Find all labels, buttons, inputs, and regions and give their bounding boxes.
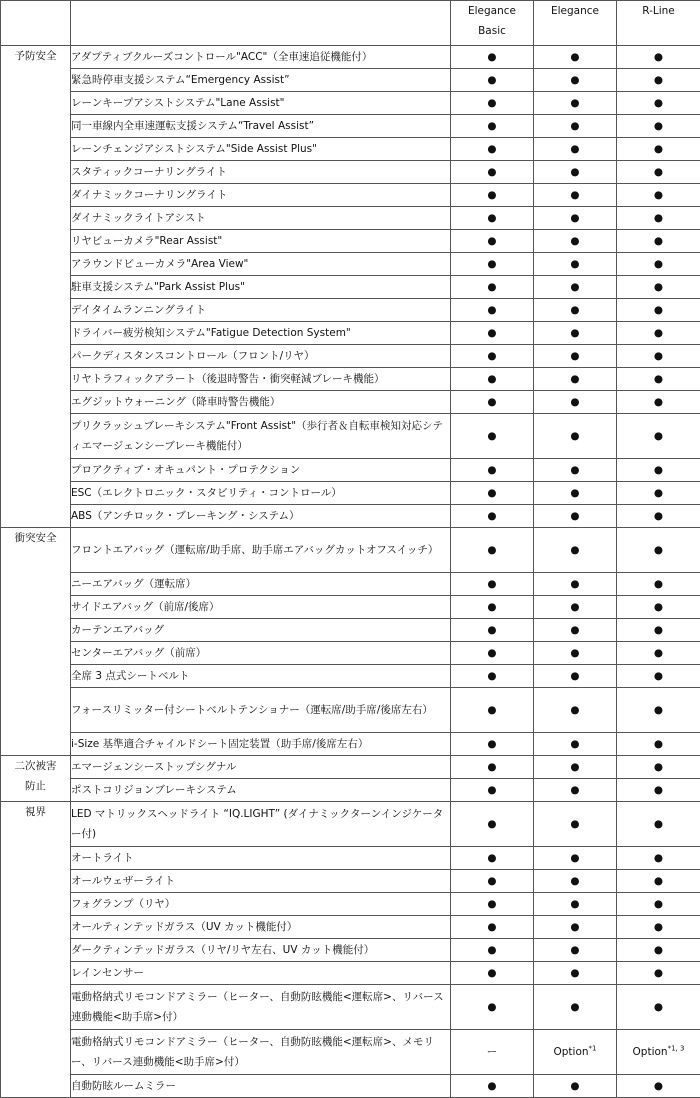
value-r-line: ● xyxy=(617,46,700,69)
value-r-line: ● xyxy=(617,184,700,207)
value-r-line: ● xyxy=(617,368,700,391)
feature-name: フロントエアバッグ（運転席/助手席、助手席エアバッグカットオフスイッチ） xyxy=(71,528,451,573)
value-elegance: ● xyxy=(534,847,617,870)
feature-name: 自動防眩ルームミラー xyxy=(71,1075,451,1098)
table-row xyxy=(1,505,700,528)
table-row xyxy=(1,528,700,573)
feature-name: 同一車線内全車速運転支援システム“Travel Assist” xyxy=(71,115,451,138)
table-row xyxy=(1,596,700,619)
feature-name: パークディスタンスコントロール（フロント/リヤ） xyxy=(71,345,451,368)
value-elegance: ● xyxy=(534,92,617,115)
table-row xyxy=(1,184,700,207)
value-elegance-basic: ● xyxy=(451,46,534,69)
value-r-line: ● xyxy=(617,459,700,482)
feature-name: サイドエアバッグ（前席/後席） xyxy=(71,596,451,619)
value-elegance-basic: ● xyxy=(451,802,534,847)
feature-name: センターエアバッグ（前席） xyxy=(71,642,451,665)
table-row xyxy=(1,619,700,642)
value-r-line: ● xyxy=(617,893,700,916)
value-r-line: ● xyxy=(617,573,700,596)
value-r-line: ● xyxy=(617,161,700,184)
value-elegance: ● xyxy=(534,733,617,756)
table-row xyxy=(1,92,700,115)
value-r-line: ● xyxy=(617,985,700,1030)
table-row xyxy=(1,345,700,368)
value-elegance-basic: ● xyxy=(451,345,534,368)
feature-name: カーテンエアバッグ xyxy=(71,619,451,642)
feature-name: ドライバー疲労検知システム"Fatigue Detection System" xyxy=(71,322,451,345)
value-elegance: ● xyxy=(534,299,617,322)
value-r-line: ● xyxy=(617,299,700,322)
value-elegance: ● xyxy=(534,642,617,665)
value-r-line: ● xyxy=(617,230,700,253)
value-elegance: ● xyxy=(534,276,617,299)
table-row xyxy=(1,573,700,596)
value-elegance-basic: ● xyxy=(451,414,534,459)
table-row xyxy=(1,870,700,893)
category-cell: 視界 xyxy=(1,802,71,1098)
table-row xyxy=(1,802,700,847)
value-elegance: ● xyxy=(534,391,617,414)
value-r-line: ● xyxy=(617,253,700,276)
value-r-line: ● xyxy=(617,1075,700,1098)
feature-name: オートライト xyxy=(71,847,451,870)
feature-name: エグジットウォーニング（降車時警告機能） xyxy=(71,391,451,414)
value-elegance: ● xyxy=(534,138,617,161)
value-elegance-basic: ● xyxy=(451,482,534,505)
value-elegance-basic: ● xyxy=(451,299,534,322)
value-r-line: ● xyxy=(617,916,700,939)
table-row xyxy=(1,459,700,482)
table-row xyxy=(1,276,700,299)
value-elegance: ● xyxy=(534,345,617,368)
feature-name: ポストコリジョンブレーキシステム xyxy=(71,779,451,802)
value-elegance: Option$^{*1}$ xyxy=(534,1030,617,1075)
value-elegance: ● xyxy=(534,115,617,138)
feature-name: スタティックコーナリングライト xyxy=(71,161,451,184)
table-row xyxy=(1,779,700,802)
table-row xyxy=(1,688,700,733)
table-row xyxy=(1,916,700,939)
footnote-ref: *1 xyxy=(589,1045,597,1053)
value-r-line: ● xyxy=(617,528,700,573)
table-row xyxy=(1,391,700,414)
table-row xyxy=(1,985,700,1030)
value-r-line: ● xyxy=(617,619,700,642)
value-elegance-basic: ● xyxy=(451,733,534,756)
table-row xyxy=(1,665,700,688)
value-r-line: ● xyxy=(617,642,700,665)
value-elegance: ● xyxy=(534,505,617,528)
feature-name: エマージェンシーストップシグナル xyxy=(71,756,451,779)
feature-name: ニーエアバッグ（運転席） xyxy=(71,573,451,596)
value-elegance: ● xyxy=(534,779,617,802)
category-cell: 衝突安全 xyxy=(1,528,71,756)
feature-name: ESC（エレクトロニック・スタビリティ・コントロール） xyxy=(71,482,451,505)
feature-name: 駐車支援システム"Park Assist Plus" xyxy=(71,276,451,299)
feature-name: レインセンサー xyxy=(71,962,451,985)
value-elegance-basic: ● xyxy=(451,756,534,779)
table-row xyxy=(1,756,700,779)
value-r-line: ● xyxy=(617,207,700,230)
table-row xyxy=(1,482,700,505)
value-elegance-basic: ● xyxy=(451,893,534,916)
table-row xyxy=(1,962,700,985)
value-elegance-basic: ● xyxy=(451,665,534,688)
value-elegance: ● xyxy=(534,756,617,779)
feature-name: フォースリミッター付シートベルトテンショナー（運転席/助手席/後席左右） xyxy=(71,688,451,733)
value-elegance-basic: ● xyxy=(451,847,534,870)
value-r-line: ● xyxy=(617,756,700,779)
table-row xyxy=(1,642,700,665)
value-elegance: ● xyxy=(534,893,617,916)
value-elegance-basic: ー xyxy=(451,1030,534,1075)
feature-name: オールティンテッドガラス（UV カット機能付） xyxy=(71,916,451,939)
value-elegance: ● xyxy=(534,184,617,207)
value-elegance-basic: ● xyxy=(451,92,534,115)
value-r-line: ● xyxy=(617,322,700,345)
value-r-line: ● xyxy=(617,870,700,893)
value-r-line: ● xyxy=(617,962,700,985)
header-blank-category xyxy=(1,1,71,46)
table-row xyxy=(1,46,700,69)
value-r-line: Option$^{*1, 3}$ xyxy=(617,1030,700,1075)
value-elegance: ● xyxy=(534,253,617,276)
value-r-line: ● xyxy=(617,414,700,459)
feature-name: フォグランプ（リヤ） xyxy=(71,893,451,916)
value-r-line: ● xyxy=(617,939,700,962)
table-row xyxy=(1,1075,700,1098)
table-row xyxy=(1,253,700,276)
value-r-line: ● xyxy=(617,276,700,299)
category-cell: 予防安全 xyxy=(1,46,71,528)
feature-name: リヤトラフィックアラート（後退時警告・衝突軽減ブレーキ機能） xyxy=(71,368,451,391)
grade-header-r-line: R-Line xyxy=(617,1,700,46)
value-elegance: ● xyxy=(534,322,617,345)
value-elegance: ● xyxy=(534,368,617,391)
feature-name: 全席 3 点式シートベルト xyxy=(71,665,451,688)
value-elegance-basic: ● xyxy=(451,138,534,161)
spec-table-body xyxy=(1,46,700,1098)
value-elegance: ● xyxy=(534,939,617,962)
footnote-ref: *1, 3 xyxy=(668,1045,685,1053)
value-elegance: ● xyxy=(534,962,617,985)
value-elegance-basic: ● xyxy=(451,962,534,985)
value-elegance: ● xyxy=(534,46,617,69)
grade-header-elegance-basic: Elegance Basic xyxy=(451,1,534,46)
table-row xyxy=(1,1030,700,1075)
value-elegance-basic: ● xyxy=(451,573,534,596)
grade-header-elegance: Elegance xyxy=(534,1,617,46)
table-row xyxy=(1,322,700,345)
value-elegance-basic: ● xyxy=(451,1075,534,1098)
value-elegance: ● xyxy=(534,482,617,505)
value-r-line: ● xyxy=(617,505,700,528)
feature-name: アラウンドビューカメラ"Area View" xyxy=(71,253,451,276)
feature-name: i-Size 基準適合チャイルドシート固定装置（助手席/後席左右） xyxy=(71,733,451,756)
value-elegance-basic: ● xyxy=(451,459,534,482)
value-r-line: ● xyxy=(617,115,700,138)
value-r-line: ● xyxy=(617,665,700,688)
value-r-line: ● xyxy=(617,779,700,802)
value-elegance-basic: ● xyxy=(451,322,534,345)
feature-name: ダークティンテッドガラス（リヤ/リヤ左右、UV カット機能付） xyxy=(71,939,451,962)
value-elegance-basic: ● xyxy=(451,207,534,230)
value-elegance: ● xyxy=(534,69,617,92)
value-elegance: ● xyxy=(534,573,617,596)
feature-name: プリクラッシュブレーキシステム"Front Assist"（歩行者＆自転車検知対応シティエマージェンシーブレーキ機能付） xyxy=(71,414,451,459)
table-row xyxy=(1,893,700,916)
value-elegance-basic: ● xyxy=(451,276,534,299)
value-elegance-basic: ● xyxy=(451,253,534,276)
feature-name: 緊急時停車支援システム“Emergency Assist” xyxy=(71,69,451,92)
value-r-line: ● xyxy=(617,688,700,733)
value-elegance: ● xyxy=(534,528,617,573)
table-row xyxy=(1,368,700,391)
value-elegance-basic: ● xyxy=(451,69,534,92)
value-elegance-basic: ● xyxy=(451,939,534,962)
value-elegance-basic: ● xyxy=(451,985,534,1030)
feature-name: ダイナミックコーナリングライト xyxy=(71,184,451,207)
value-r-line: ● xyxy=(617,482,700,505)
value-r-line: ● xyxy=(617,802,700,847)
value-elegance: ● xyxy=(534,916,617,939)
value-r-line: ● xyxy=(617,69,700,92)
feature-name: リヤビューカメラ"Rear Assist" xyxy=(71,230,451,253)
table-row xyxy=(1,115,700,138)
feature-name: LED マトリックスヘッドライト “IQ.LIGHT” (ダイナミックターンインジケーター付) xyxy=(71,802,451,847)
value-elegance-basic: ● xyxy=(451,505,534,528)
feature-name: レーンキープアシストシステム"Lane Assist" xyxy=(71,92,451,115)
value-elegance-basic: ● xyxy=(451,230,534,253)
value-elegance-basic: ● xyxy=(451,916,534,939)
feature-name: ダイナミックライトアシスト xyxy=(71,207,451,230)
value-r-line: ● xyxy=(617,92,700,115)
value-elegance-basic: ● xyxy=(451,642,534,665)
table-row xyxy=(1,161,700,184)
value-elegance-basic: ● xyxy=(451,870,534,893)
value-elegance: ● xyxy=(534,688,617,733)
value-elegance-basic: ● xyxy=(451,115,534,138)
value-elegance-basic: ● xyxy=(451,688,534,733)
category-cell: 二次被害 防止 xyxy=(1,756,71,802)
value-elegance: ● xyxy=(534,870,617,893)
value-elegance: ● xyxy=(534,414,617,459)
header-row xyxy=(1,1,700,46)
table-row xyxy=(1,299,700,322)
value-elegance: ● xyxy=(534,619,617,642)
table-row xyxy=(1,207,700,230)
value-elegance-basic: ● xyxy=(451,184,534,207)
value-elegance-basic: ● xyxy=(451,528,534,573)
value-elegance: ● xyxy=(534,230,617,253)
value-elegance: ● xyxy=(534,207,617,230)
value-elegance-basic: ● xyxy=(451,619,534,642)
value-r-line: ● xyxy=(617,345,700,368)
value-elegance-basic: ● xyxy=(451,596,534,619)
value-r-line: ● xyxy=(617,596,700,619)
value-r-line: ● xyxy=(617,733,700,756)
feature-name: レーンチェンジアシストシステム"Side Assist Plus" xyxy=(71,138,451,161)
value-elegance-basic: ● xyxy=(451,161,534,184)
table-row xyxy=(1,69,700,92)
value-elegance-basic: ● xyxy=(451,368,534,391)
value-elegance: ● xyxy=(534,985,617,1030)
table-row xyxy=(1,230,700,253)
feature-name: オールウェザーライト xyxy=(71,870,451,893)
header-blank-feature xyxy=(71,1,451,46)
feature-name: ABS（アンチロック・ブレーキング・システム） xyxy=(71,505,451,528)
feature-name: デイタイムランニングライト xyxy=(71,299,451,322)
value-elegance: ● xyxy=(534,596,617,619)
value-elegance: ● xyxy=(534,1075,617,1098)
feature-name: プロアクティブ・オキュパント・プロテクション xyxy=(71,459,451,482)
table-row xyxy=(1,414,700,459)
table-row xyxy=(1,847,700,870)
table-row xyxy=(1,138,700,161)
value-r-line: ● xyxy=(617,391,700,414)
value-elegance-basic: ● xyxy=(451,391,534,414)
feature-name: 電動格納式リモコンドアミラー（ヒーター、自動防眩機能<運転席>、メモリー、リバース連動機能<助手席>付） xyxy=(71,1030,451,1075)
value-elegance: ● xyxy=(534,459,617,482)
value-r-line: ● xyxy=(617,138,700,161)
value-elegance-basic: ● xyxy=(451,779,534,802)
value-elegance: ● xyxy=(534,802,617,847)
value-r-line: ● xyxy=(617,847,700,870)
feature-name: アダプティブクルーズコントロール"ACC"（全車速追従機能付） xyxy=(71,46,451,69)
table-row xyxy=(1,733,700,756)
feature-name: 電動格納式リモコンドアミラー（ヒーター、自動防眩機能<運転席>、リバース連動機能<助手席>付） xyxy=(71,985,451,1030)
table-row xyxy=(1,939,700,962)
value-elegance: ● xyxy=(534,161,617,184)
value-elegance: ● xyxy=(534,665,617,688)
